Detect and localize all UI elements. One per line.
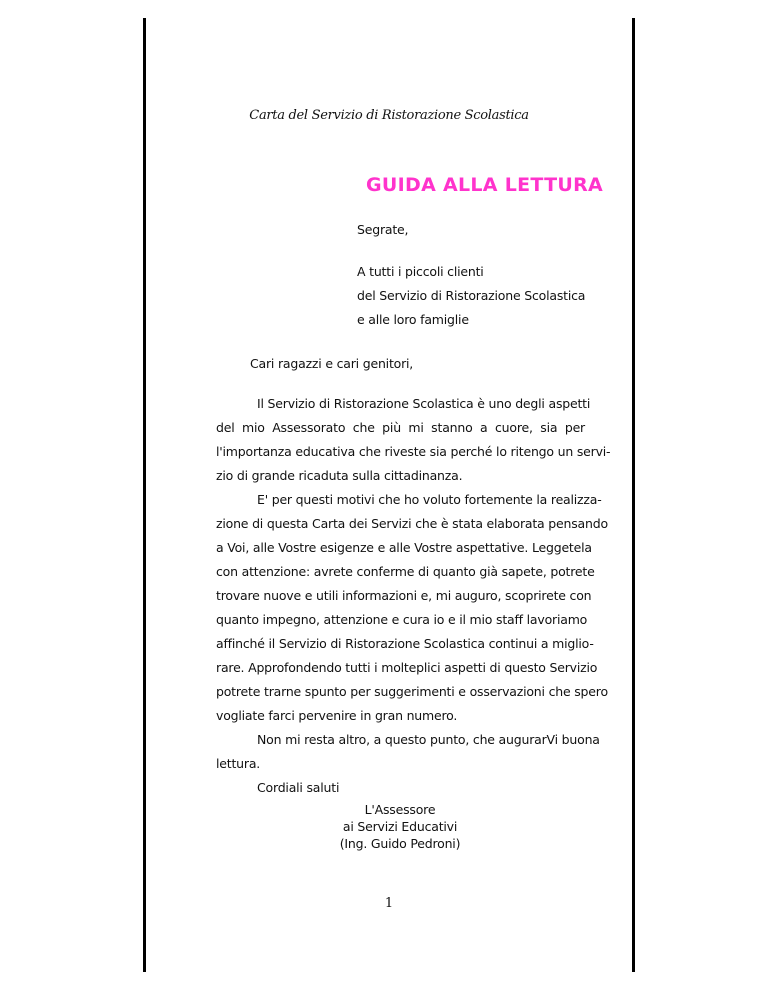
paragraph-line: rare. Approfondendo tutti i molteplici aspetti di questo Servizio bbox=[216, 660, 598, 675]
paragraph-line: vogliate farci pervenire in gran numero. bbox=[216, 708, 458, 723]
paragraph-line: del mio Assessorato che più mi stanno a cuore, sia per bbox=[216, 420, 585, 435]
recipient-line: A tutti i piccoli clienti bbox=[357, 264, 484, 279]
place-line: Segrate, bbox=[357, 222, 409, 237]
paragraph-line: con attenzione: avrete conferme di quanto già sapete, potrete bbox=[216, 564, 595, 579]
right-margin-rule bbox=[632, 18, 635, 972]
paragraph-line: Non mi resta altro, a questo punto, che augurarVi buona bbox=[257, 732, 600, 747]
paragraph-line: zio di grande ricaduta sulla cittadinanza. bbox=[216, 468, 463, 483]
recipient-line: del Servizio di Ristorazione Scolastica bbox=[357, 288, 586, 303]
closing: Cordiali saluti bbox=[257, 780, 340, 795]
signature-line: (Ing. Guido Pedroni) bbox=[339, 836, 461, 851]
signature-line: L'Assessore bbox=[364, 802, 436, 817]
page-number: 1 bbox=[384, 896, 394, 911]
paragraph-line: zione di questa Carta dei Servizi che è stata elaborata pensando bbox=[216, 516, 608, 531]
paragraph-line: E' per questi motivi che ho voluto fortemente la realizza- bbox=[257, 492, 602, 507]
page-header: Carta del Servizio di Ristorazione Scolastica bbox=[249, 108, 529, 123]
left-margin-rule bbox=[143, 18, 146, 972]
recipient-line: e alle loro famiglie bbox=[357, 312, 469, 327]
paragraph-line: potrete trarne spunto per suggerimenti e osservazioni che spero bbox=[216, 684, 608, 699]
paragraph-line: lettura. bbox=[216, 756, 261, 771]
paragraph-line: a Voi, alle Vostre esigenze e alle Vostre aspettative. Leggetela bbox=[216, 540, 592, 555]
signature-line: ai Servizi Educativi bbox=[342, 819, 458, 834]
salutation: Cari ragazzi e cari genitori, bbox=[250, 356, 414, 371]
paragraph-line: Il Servizio di Ristorazione Scolastica è uno degli aspetti bbox=[257, 396, 591, 411]
paragraph-line: affinché il Servizio di Ristorazione Scolastica continui a miglio- bbox=[216, 636, 594, 651]
paragraph-line: quanto impegno, attenzione e cura io e il mio staff lavoriamo bbox=[216, 612, 588, 627]
document-title: GUIDA ALLA LETTURA bbox=[366, 174, 604, 196]
paragraph-line: trovare nuove e utili informazioni e, mi auguro, scoprirete con bbox=[216, 588, 592, 603]
paragraph-line: l'importanza educativa che riveste sia perché lo ritengo un servi- bbox=[216, 444, 611, 459]
